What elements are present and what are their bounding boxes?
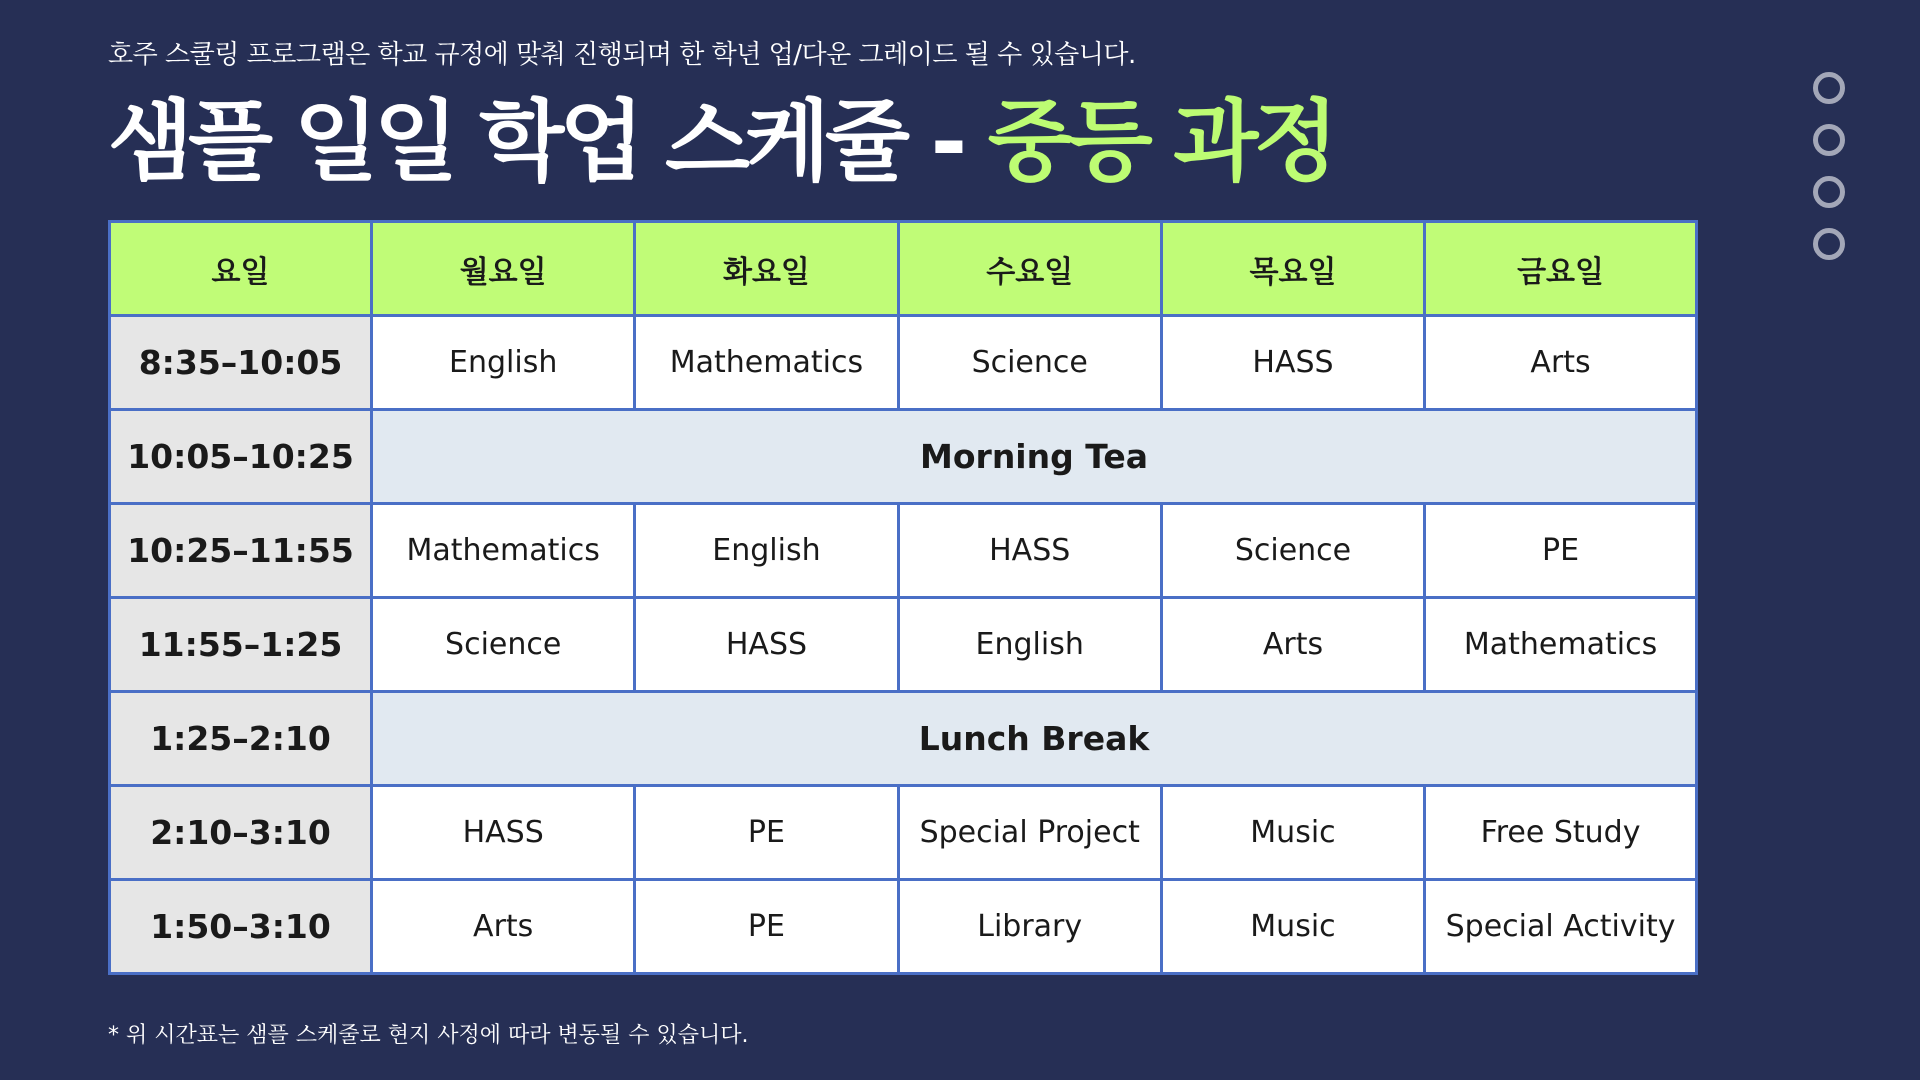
subject-cell: Library — [898, 880, 1161, 974]
time-cell: 8:35–10:05 — [110, 316, 372, 410]
subject-cell: Science — [372, 598, 635, 692]
header-day-label: 요일 — [110, 222, 372, 316]
time-cell: 2:10–3:10 — [110, 786, 372, 880]
time-cell: 1:50–3:10 — [110, 880, 372, 974]
subject-cell: Mathematics — [635, 316, 898, 410]
header-wednesday: 수요일 — [898, 222, 1161, 316]
table-row — [110, 786, 1697, 880]
time-cell: 10:25–11:55 — [110, 504, 372, 598]
subject-cell: PE — [635, 786, 898, 880]
subject-cell: Arts — [1161, 598, 1424, 692]
subject-cell: Arts — [372, 880, 635, 974]
header-monday: 월요일 — [372, 222, 635, 316]
page-subtitle: 호주 스쿨링 프로그램은 학교 규정에 맞춰 진행되며 한 학년 업/다운 그레이드 될 수 있습니다. — [108, 40, 1136, 70]
table-row — [110, 316, 1697, 410]
subject-cell: Special Project — [898, 786, 1161, 880]
subject-cell: Mathematics — [1425, 598, 1697, 692]
subject-cell: PE — [1425, 504, 1697, 598]
title-highlight: 중등 과정 — [987, 90, 1334, 193]
page-title — [108, 92, 1333, 192]
time-cell: 1:25–2:10 — [110, 692, 372, 786]
subject-cell: English — [898, 598, 1161, 692]
slide-dots — [1813, 72, 1845, 280]
table-header-row — [110, 222, 1697, 316]
subject-cell: HASS — [635, 598, 898, 692]
header-friday: 금요일 — [1425, 222, 1697, 316]
table-row-break — [110, 410, 1697, 504]
subject-cell: Special Activity — [1425, 880, 1697, 974]
table-row — [110, 504, 1697, 598]
table-row — [110, 598, 1697, 692]
subject-cell: HASS — [372, 786, 635, 880]
subject-cell: Mathematics — [372, 504, 635, 598]
break-cell-morning-tea: Morning Tea — [372, 410, 1697, 504]
header-thursday: 목요일 — [1161, 222, 1424, 316]
dot-icon — [1813, 72, 1845, 104]
subject-cell: Free Study — [1425, 786, 1697, 880]
break-cell-lunch: Lunch Break — [372, 692, 1697, 786]
subject-cell: PE — [635, 880, 898, 974]
header-tuesday: 화요일 — [635, 222, 898, 316]
subject-cell: Music — [1161, 786, 1424, 880]
subject-cell: HASS — [1161, 316, 1424, 410]
subject-cell: Arts — [1425, 316, 1697, 410]
dot-icon — [1813, 228, 1845, 260]
subject-cell: Music — [1161, 880, 1424, 974]
title-main: 샘플 일일 학업 스케쥴 - — [108, 90, 988, 193]
footnote: * 위 시간표는 샘플 스케줄로 현지 사정에 따라 변동될 수 있습니다. — [108, 1023, 749, 1048]
subject-cell: English — [372, 316, 635, 410]
subject-cell: English — [635, 504, 898, 598]
subject-cell: Science — [1161, 504, 1424, 598]
dot-icon — [1813, 124, 1845, 156]
subject-cell: Science — [898, 316, 1161, 410]
table-row — [110, 880, 1697, 974]
table-row-break — [110, 692, 1697, 786]
time-cell: 10:05–10:25 — [110, 410, 372, 504]
dot-icon — [1813, 176, 1845, 208]
time-cell: 11:55–1:25 — [110, 598, 372, 692]
schedule-table — [108, 220, 1698, 975]
subject-cell: HASS — [898, 504, 1161, 598]
